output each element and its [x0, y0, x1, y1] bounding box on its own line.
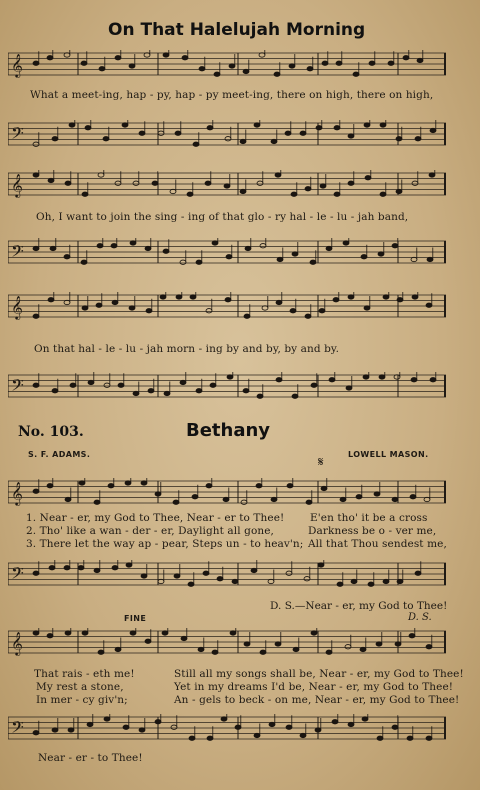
staff-lines [8, 372, 446, 400]
verse-line: My rest a stone, [36, 681, 124, 693]
svg-text:𝄞: 𝄞 [11, 481, 23, 505]
verse-line: Darkness be o - ver me, [308, 525, 437, 537]
svg-text:𝄞: 𝄞 [11, 53, 23, 77]
ds-line: D. S.—Near - er, my God to Thee! [270, 600, 448, 612]
verse-line: 2. Tho' like a wan - der - er, Daylight all gone, [26, 525, 274, 537]
staff-lines [8, 628, 446, 656]
verse-line: An - gels to beck - on me, Near - er, my God to Thee! [174, 694, 460, 706]
svg-text:𝄢: 𝄢 [11, 123, 24, 147]
lyricist-credit: S. F. ADAMS. [28, 450, 91, 459]
svg-text:𝄢: 𝄢 [11, 563, 24, 587]
staff-lines [8, 50, 446, 78]
song-title: Bethany [186, 420, 271, 441]
svg-text:𝄞: 𝄞 [11, 295, 23, 319]
svg-text:𝄞: 𝄞 [11, 173, 23, 197]
treble-staff [8, 628, 446, 656]
lyric-line: On that hal - le - lu - jah morn - ing by and by, by and by. [34, 343, 340, 355]
treble-staff [8, 170, 446, 198]
svg-text:𝄞: 𝄞 [11, 631, 23, 655]
segno-mark: 𝄋 [318, 455, 324, 470]
staff-lines [8, 478, 446, 506]
bass-staff [8, 238, 446, 266]
verse-line: All that Thou sendest me, [308, 538, 447, 550]
verse-line: 3. There let the way ap - pear, Steps un - to heav'n; [26, 538, 304, 550]
verse-line: Yet in my dreams I'd be, Near - er, my God to Thee! [174, 681, 454, 693]
staff-lines [8, 560, 446, 588]
treble-staff [8, 292, 446, 320]
hymn-number: No. 103. [18, 424, 84, 440]
bass-staff [8, 372, 446, 400]
fine-label: FINE [124, 614, 147, 623]
bass-staff [8, 714, 446, 742]
svg-text:𝄢: 𝄢 [11, 375, 24, 399]
bass-staff [8, 560, 446, 588]
verse-line: E'en tho' it be a cross [310, 512, 428, 524]
svg-text:𝄢: 𝄢 [11, 241, 24, 265]
final-line: Near - er - to Thee! [38, 752, 143, 764]
lyric-line: Oh, I want to join the sing - ing of that glo - ry hal - le - lu - jah band, [36, 211, 409, 223]
ds-mark: D. S. [408, 612, 432, 623]
staff-lines [8, 120, 446, 148]
treble-staff [8, 50, 446, 78]
staff-lines [8, 292, 446, 320]
verse-line: Still all my songs shall be, Near - er, my God to Thee! [174, 668, 464, 680]
verse-line: That rais - eth me! [34, 668, 135, 680]
composer-credit: LOWELL MASON. [348, 450, 429, 459]
svg-text:𝄢: 𝄢 [11, 717, 24, 741]
bass-staff [8, 120, 446, 148]
treble-staff [8, 478, 446, 506]
song-title: On That Halelujah Morning [108, 20, 366, 40]
lyric-line: What a meet-ing, hap - py, hap - py meet-ing, there on high, there on high, [30, 89, 434, 101]
staff-lines [8, 170, 446, 198]
staff-lines [8, 714, 446, 742]
verse-line: In mer - cy giv'n; [36, 694, 128, 706]
staff-lines [8, 238, 446, 266]
verse-line: 1. Near - er, my God to Thee, Near - er to Thee! [26, 512, 285, 524]
